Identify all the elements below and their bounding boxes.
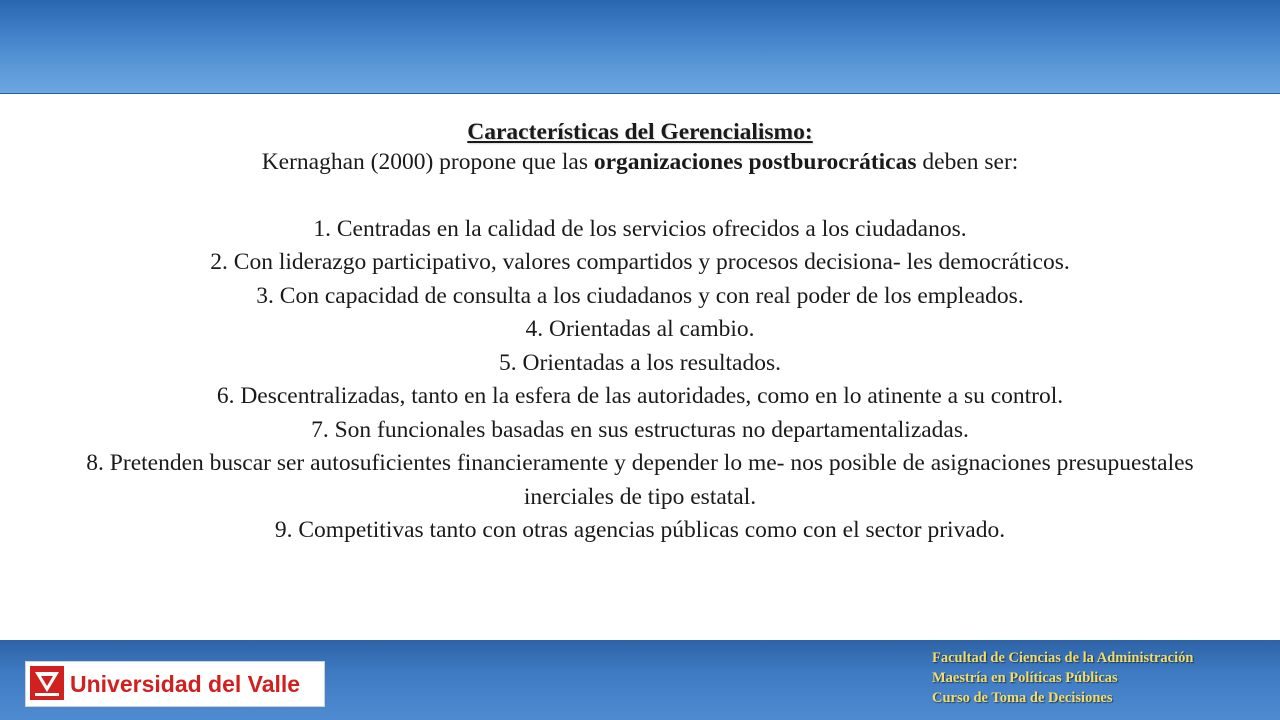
footer-line-program: Maestría en Políticas Públicas [932, 670, 1118, 686]
footer-line-faculty: Facultad de Ciencias de la Administración [932, 650, 1194, 666]
list-item-9: 9. Competitivas tanto con otras agencias públicas como con el sector privado. [274, 517, 1006, 543]
university-name: Universidad del Valle [70, 671, 301, 697]
list-item-4: 4. Orientadas al cambio. [525, 316, 755, 342]
intro-suffix: deben ser: [916, 149, 1019, 175]
list-item-3: 3. Con capacidad de consulta a los ciudadanos y con real poder de los empleados. [256, 282, 1024, 309]
university-logo [25, 661, 325, 707]
intro-text [40, 146, 1240, 180]
list-item-6: 6. Descentralizadas, tanto en la esfera de las autoridades, como en lo atinente a su control. [216, 383, 1064, 409]
list-item-7: 7. Son funcionales basadas en sus estructuras no departamentalizadas. [311, 416, 969, 443]
list-item-8: 8. Pretenden buscar ser autosuficientes financieramente y depender lo me- nos posible de asignaciones presupuestales inerciales de tipo estatal. [86, 450, 1194, 510]
list-item-2: 2. Con liderazgo participativo, valores compartidos y procesos decisiona- les democráticos. [210, 249, 1070, 275]
list-item-1: 1. Centradas en la calidad de los servicios ofrecidos a los ciudadanos. [313, 215, 967, 242]
intro-prefix: Kernaghan (2000) propone que las [261, 149, 594, 175]
slide-title: Características del Gerencialismo: [467, 119, 813, 145]
slide-content [40, 118, 1240, 548]
intro-emphasis: organizaciones postburocráticas [593, 149, 917, 175]
list-item-5: 5. Orientadas a los resultados. [499, 349, 781, 376]
footer-info [932, 648, 1277, 708]
footer-line-course: Curso de Toma de Decisiones [932, 690, 1113, 706]
university-emblem-icon [30, 666, 64, 700]
header-band [0, 0, 1280, 94]
